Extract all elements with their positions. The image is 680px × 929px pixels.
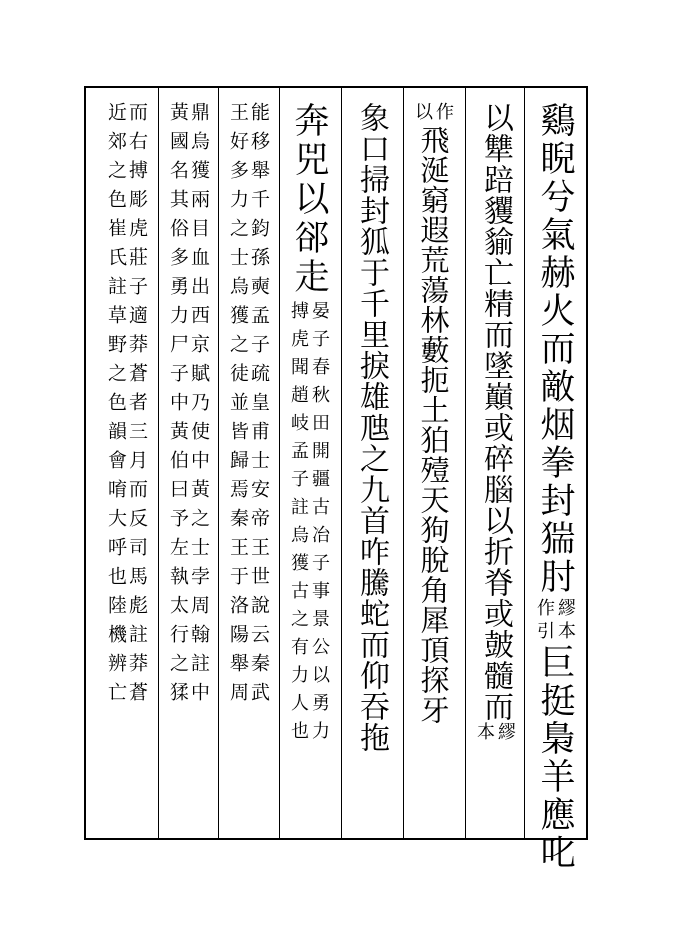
text-column-2 [476, 102, 514, 828]
column-divider [279, 86, 280, 840]
note-line: 作引 [534, 598, 555, 644]
inline-note [289, 301, 329, 749]
main-text: 奔兕以郤走 [289, 102, 329, 297]
note-line: 以 [412, 102, 433, 125]
text-column-1 [534, 102, 576, 872]
note-line: 繆本 [555, 598, 576, 644]
note-line: 搏虎聞趙岐孟子註烏獲古之有力人也 [288, 301, 309, 749]
inline-note [413, 102, 453, 125]
note-line: 繆 [495, 722, 516, 745]
note-line: 鼎烏獲兩目血出西京賦乃使中黃之士孛周翰註中 [188, 102, 210, 711]
note-column-6 [228, 102, 268, 828]
inline-note [475, 722, 515, 745]
note-line: 本 [474, 722, 495, 745]
note-line: 能移舉千鈞孫奭孟子疏皇甫士安帝王世說云秦武 [248, 102, 270, 711]
main-text: 飛涎窮遐荒蕩林藪扼土狛殪天狗脫角犀頂探牙 [416, 125, 451, 725]
inline-note [535, 598, 575, 644]
main-text: 鷄睨兮氣赫火而敵烟拳封猯肘 [535, 102, 575, 596]
main-text: 以犨踣貜貐亡精而墜巔或碎腦以折脊或皷髓而 [478, 102, 513, 722]
note-line: 黃國名其俗多勇力尸子中黃伯曰予左執太行之猱 [167, 102, 189, 711]
column-divider [524, 86, 525, 840]
column-divider [341, 86, 342, 840]
note-line: 近郊之色崔氏註草野之色韻會唷大呼也陸機辨亡 [105, 102, 127, 711]
note-column-7 [168, 102, 208, 828]
text-column-3 [414, 102, 452, 828]
text-column-4 [352, 102, 390, 828]
note-line: 而右搏彫虎莊子適莽蒼者三月而反司馬彪註莽蒼 [126, 102, 148, 711]
note-column-8 [100, 102, 152, 828]
main-text: 象口掃封狐于千里捩雄虺之九首咋騰蛇而仰吞拖 [354, 102, 389, 753]
column-divider [403, 86, 404, 840]
note-line: 作 [433, 102, 454, 125]
note-line: 王好多力之士烏獲之徒並皆歸焉秦王于洛陽舉周 [227, 102, 249, 711]
column-divider [465, 86, 466, 840]
text-column-5 [290, 102, 328, 828]
main-text: 巨挺梟羊應叱 [535, 644, 575, 872]
column-divider [158, 86, 159, 840]
note-line: 晏子春秋田開疆古冶子事景公以勇力 [309, 301, 330, 749]
column-divider [218, 86, 219, 840]
